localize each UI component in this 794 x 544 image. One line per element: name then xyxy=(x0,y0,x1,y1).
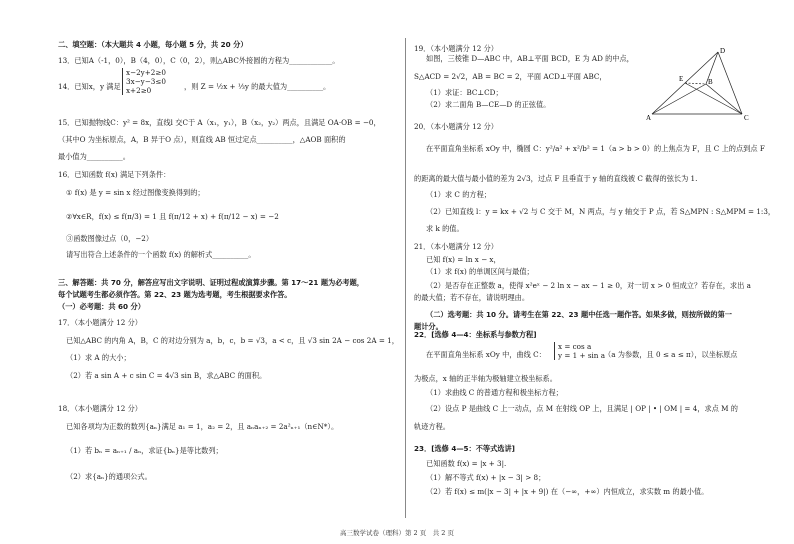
question-15-line-2: （其中O 为坐标原点，A，B 异于O 点），则直线 AB 恒过定点__________，△AOB 面积的 xyxy=(58,135,346,144)
question-19-line-1: 如图，三棱锥 D—ABC 中，AB⊥平面 BCD，E 为 AD 的中点， xyxy=(426,54,634,63)
question-17-header: 17．（本小题满分 12 分） xyxy=(58,318,142,327)
q22-eq-1: x = cos a xyxy=(558,342,592,351)
question-17-line-3: （2）若 a sin A + c sin C = 4√3 sin B，求△ABC 的面积。 xyxy=(66,371,267,380)
question-20-line-5: 求 k 的值。 xyxy=(426,224,464,233)
question-16-cond-3: ③函数图像过点（0，−2） xyxy=(66,234,154,243)
question-14-intro: 14．已知x，y 满足 xyxy=(58,82,121,91)
question-15-line-3: 最小值为__________。 xyxy=(58,152,130,161)
question-22-line-4: （2）设点 P 是曲线 C 上一动点，点 M 在射线 OP 上，且满足 | OP | • | OM | = 4，求点 M 的 xyxy=(426,404,738,413)
page-footer: 高三数学试卷（理科）第 2 页 共 2 页 xyxy=(339,529,455,537)
question-13: 13．已知A（-1，0），B（4，0），C（0，2），则△ABC外接圆的方程为____________。 xyxy=(58,56,340,65)
label-E: E xyxy=(679,75,684,83)
question-20-line-1: 在平面直角坐标系 xOy 中，椭圆 C：y²/a² + x²/b² = 1（a > b > 0）的上焦点为 F，且 C 上的点到点 F xyxy=(426,144,765,153)
question-14-tail: ，则 Z = ½x + ⅓y 的最大值为__________。 xyxy=(184,82,331,91)
question-23-header: 23．[选修 4—5：不等式选讲] xyxy=(414,444,515,453)
question-21-line-2: （1）求 f(x) 的单调区间与最值； xyxy=(426,267,534,276)
label-D: D xyxy=(720,47,726,55)
section-answer-line-1: 三、解答题：共 70 分，解答应写出文字说明、证明过程或演算步骤。第 17～21 题为必考题， xyxy=(58,278,364,287)
question-22-system xyxy=(554,342,605,360)
question-17-line-2: （1）求 A 的大小； xyxy=(66,353,131,362)
question-21-line-4: 的最大值；若不存在，请说明理由。 xyxy=(414,293,530,302)
selection-line-2: 题计分。 xyxy=(414,322,443,331)
q14-ineq-2: 3x−y−3≤0 xyxy=(126,77,166,86)
q14-ineq-1: x−2y+2≥0 xyxy=(126,68,166,77)
question-18-line-3: （2）求{aₙ}的通项公式。 xyxy=(66,472,152,481)
question-20-line-4: （2）已知直线 l：y = kx + √2 与 C 交于 M，N 两点，与 y 轴交于 P 点，若 S△MPN : S△MPM = 1:3， xyxy=(426,207,776,216)
section-fill-in-title: 二、填空题：（本大题共 4 小题，每小题 5 分，共 20 分） xyxy=(58,40,248,49)
question-18-line-1: 已知各项均为正数的数列{aₙ}满足 a₁ = 1，a₂ = 2，且 aₙaₙ₊₂ = 2a²ₙ₊₁（n∈N*）。 xyxy=(66,422,339,431)
question-14-system xyxy=(122,68,166,95)
question-22-line-1b: （a 为参数，且 0 ≤ a ≤ π），以坐标原点 xyxy=(604,350,738,359)
question-16-line-1: 16．已知函数 f(x) 满足下列条件： xyxy=(58,170,171,179)
question-20-line-3: （1）求 C 的方程； xyxy=(426,190,491,199)
question-22-line-3: （1）求曲线 C 的普通方程和极坐标方程； xyxy=(426,388,563,397)
question-14 xyxy=(58,82,121,91)
label-A: A xyxy=(646,114,652,122)
question-21-line-3: （2）是否存在正整数 a，使得 x²eˣ − 2 ln x − ax − 1 ≥ 0，对一切 x > 0 恒成立？若存在，求出 a xyxy=(426,281,751,290)
question-21-line-1: 已知 f(x) = ln x − x， xyxy=(426,255,501,264)
q14-ineq-3: x+2≥0 xyxy=(126,86,152,95)
q22-eq-2: y = 1 + sin a xyxy=(558,351,606,360)
label-C: C xyxy=(744,114,749,122)
question-19-line-3: （1）求证：BC⊥CD； xyxy=(426,88,503,97)
label-B: B xyxy=(708,78,713,86)
column-divider xyxy=(405,38,406,518)
question-18-header: 18．（本小题满分 12 分） xyxy=(58,404,142,413)
section-answer-line-2: 每个试题考生都必须作答。第 22、23 题为选考题，考生根据要求作答。 xyxy=(58,290,292,299)
question-22-header: 22．[选修 4—4：坐标系与参数方程] xyxy=(414,330,537,339)
section-answer-line-3: （一）必考题：共 60 分） xyxy=(58,302,145,311)
tetrahedron-figure xyxy=(646,46,764,122)
question-20-header: 20．（本小题满分 12 分） xyxy=(414,122,498,131)
question-23-line-3: （2）若 f(x) ≤ m(|x − 3| + |x + 9|) 在（−∞，+∞）内恒成立，求实数 m 的最小值。 xyxy=(426,487,709,496)
question-16-cond-1: ① f(x) 是 y = sin x 经过图像变换得到的； xyxy=(66,188,205,197)
question-22-line-1a: 在平面直角坐标系 xOy 中，曲线 C： xyxy=(426,350,546,359)
question-20-line-2: 的距离的最大值与最小值的差为 2√3，过点 F 且垂直于 y 轴的直线被 C 截得的弦长为 1. xyxy=(414,174,698,183)
question-16-line-5: 请写出符合上述条件的一个函数 f(x) 的解析式__________。 xyxy=(66,250,256,259)
question-23-line-2: （1）解不等式 f(x) + |x − 3| > 8； xyxy=(426,473,546,482)
question-17-line-1: 已知△ABC 的内角 A，B，C 的对边分别为 a，b，c，b = √3，a < c，且 √3 sin 2A − cos 2A = 1， xyxy=(66,336,399,345)
question-22-line-2: 为极点，x 轴的正半轴为极轴建立极坐标系。 xyxy=(414,374,557,383)
question-18-line-2: （1）若 bₙ = aₙ₊₁ / aₙ，求证{bₙ}是等比数列； xyxy=(66,446,223,455)
question-15-line-1: 15．已知抛物线C：y² = 8x，直线l 交C于 A（x₁，y₁），B（x₂，y₂）两点，且满足 OA·OB = −0， xyxy=(58,118,381,127)
question-19-header: 19．（本小题满分 12 分） xyxy=(414,44,498,53)
question-19-line-4: （2）求二面角 B—CE—D 的正弦值。 xyxy=(426,100,551,109)
question-23-line-1: 已知函数 f(x) = |x + 3|. xyxy=(426,459,507,468)
question-19-line-2: S△ACD = 2√2，AB = BC = 2，平面 ACD⊥平面 ABC， xyxy=(414,72,607,81)
question-21-header: 21．（本小题满分 12 分） xyxy=(414,242,498,251)
selection-line-1: （二）选考题：共 10 分。请考生在第 22、23 题中任选一题作答。如果多做，则按所做的第一 xyxy=(426,310,732,319)
question-22-line-5: 轨迹方程。 xyxy=(414,422,450,431)
question-16-cond-2: ②∀x∈R，f(x) ≤ f(π/3) = 1 且 f(π/12 + x) + f(π/12 − x) = −2 xyxy=(66,212,279,221)
